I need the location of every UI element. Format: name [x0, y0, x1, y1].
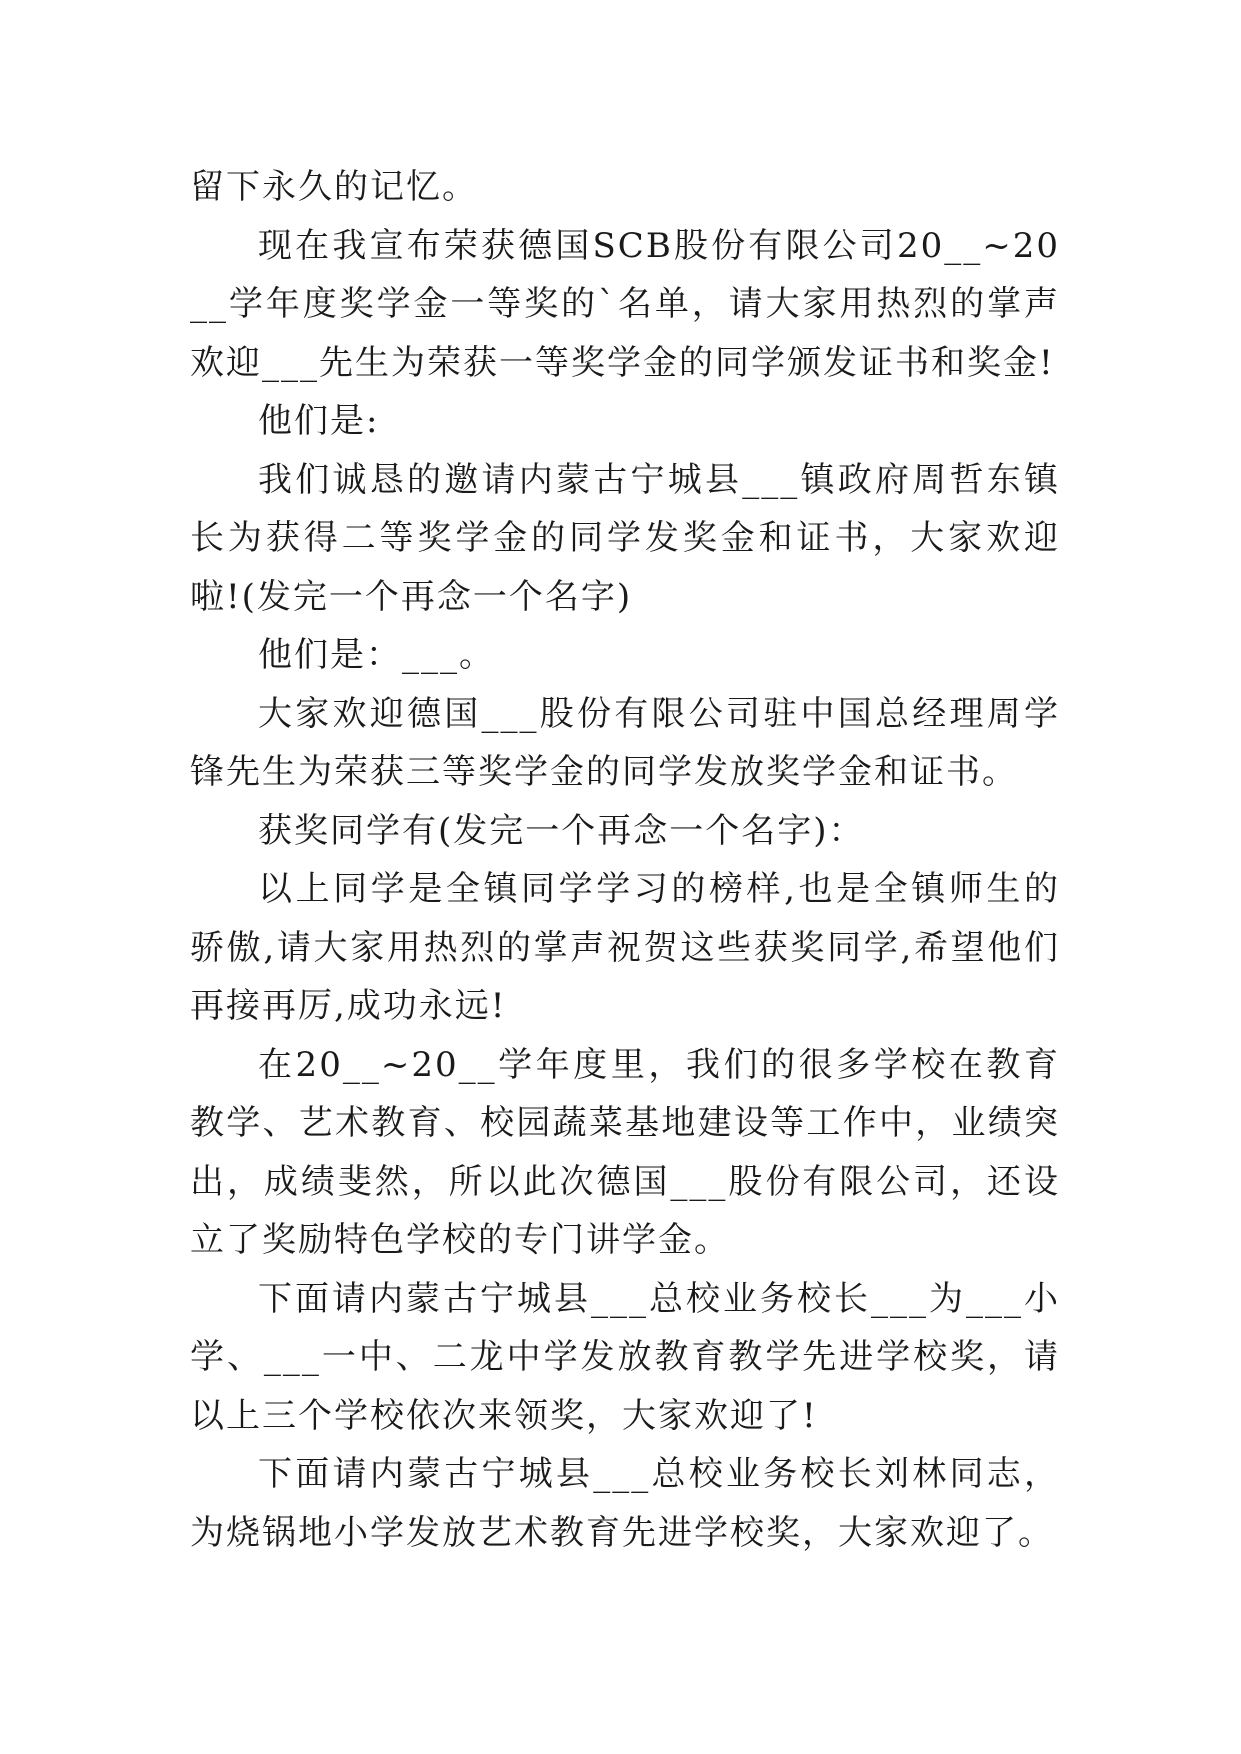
paragraph: 他们是：___。 — [258, 635, 495, 675]
paragraph: 在20__~20__学年度里，我们的很多学校在教育教学、艺术教育、校园蔬菜基地建设等工作中，业绩突出，成绩斐然，所以此次德国___股份有限公司，还设立了奖励特色学校的专门讲学金。 — [190, 1044, 1060, 1260]
document-body — [190, 158, 1060, 1562]
paragraph: 获奖同学有(发完一个再念一个名字)： — [258, 810, 865, 851]
paragraph: 他们是: — [258, 401, 380, 441]
paragraph: 下面请内蒙古宁城县___总校业务校长___为___小学、___一中、二龙中学发放教育教学先进学校奖，请以上三个学校依次来领奖，大家欢迎了! — [190, 1278, 1060, 1436]
paragraph: 下面请内蒙古宁城县___总校业务校长刘林同志，为烧锅地小学发放艺术教育先进学校奖，大家欢迎了。 — [190, 1454, 1060, 1553]
paragraph: 留下永久的记忆。 — [190, 167, 478, 207]
paragraph: 现在我宣布荣获德国SCB股份有限公司20__~20__学年度奖学金一等奖的`名单，请大家用热烈的掌声欢迎___先生为荣获一等奖学金的同学颁发证书和奖金! — [190, 225, 1060, 383]
paragraph: 我们诚恳的邀请内蒙古宁城县___镇政府周哲东镇长为获得二等奖学金的同学发奖金和证书，大家欢迎啦!(发完一个再念一个名字) — [190, 459, 1060, 617]
paragraph: 以上同学是全镇同学学习的榜样,也是全镇师生的骄傲,请大家用热烈的掌声祝贺这些获奖同学,希望他们再接再厉,成功永远! — [190, 869, 1060, 1026]
paragraph: 大家欢迎德国___股份有限公司驻中国总经理周学锋先生为荣获三等奖学金的同学发放奖学金和证书。 — [190, 693, 1060, 792]
